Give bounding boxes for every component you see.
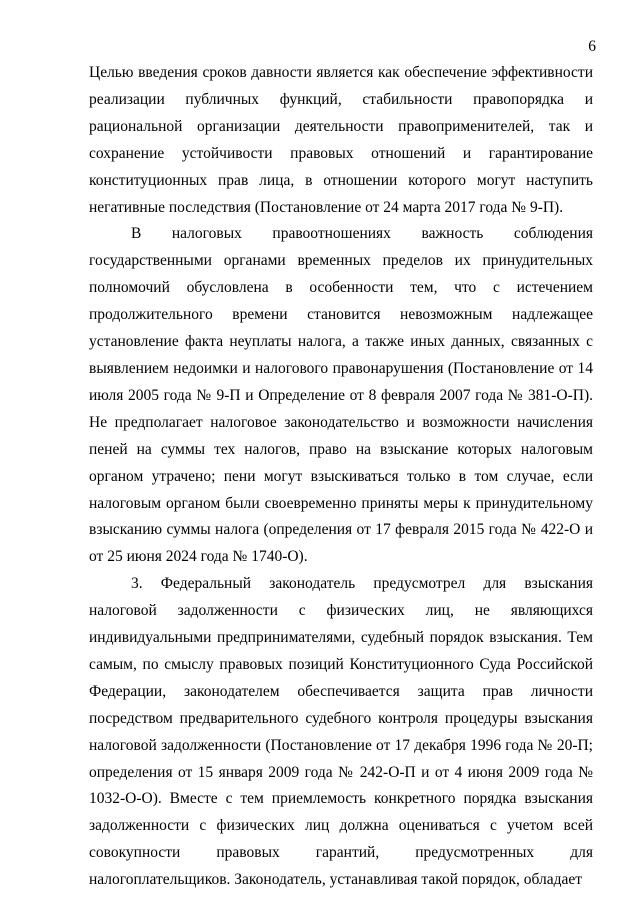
document-body (89, 60, 593, 894)
page-number: 6 (588, 38, 596, 55)
paragraph-2: В налоговых правоотношениях важность соблюдения государственными органами временных пределов их принудительных полномочий обусловлена в особенности тем, что с истечением продолжительного времени становится невозможным надлежащее установление факта неуплаты налога, а также иных данных, связанных с выявлением недоимки и налогового правонарушения (Постановление от 14 июля 2005 года № 9-П и Определение от 8 февраля 2007 года № 381-О-П). Не предполагает налоговое законодательство и возможности начисления пеней на суммы тех налогов, право на взыскание которых налоговым органом утрачено; пени могут взыскиваться только в том случае, если налоговым органом были своевременно приняты меры к принудительному взысканию суммы налога (определения от 17 февраля 2015 года № 422-О и от 25 июня 2024 года № 1740-О). (89, 225, 593, 566)
paragraph-1: Целью введения сроков давности является как обеспечение эффективности реализации публичных функций, стабильности правопорядка и рациональной организации деятельности правоприменителей, так и сохранение устойчивости правовых отношений и гарантирование конституционных прав лица, в отношении которого могут наступить негативные последствия (Постановление от 24 марта 2017 года № 9-П). (89, 64, 593, 216)
paragraph-3: 3. Федеральный законодатель предусмотрел для взыскания налоговой задолженности с физических лиц, не являющихся индивидуальными предпринимателями, судебный порядок взыскания. Тем самым, по смыслу правовых позиций Конституционного Суда Российской Федерации, законодателем обеспечивается защита прав личности посредством предварительного судебного контроля процедуры взыскания налоговой задолженности (Постановление от 17 декабря 1996 года № 20-П; определения от 15 января 2009 года № 242-О-П и от 4 июня 2009 года № 1032-О-О). Вместе с тем приемлемость конкретного порядка взыскания задолженности с физических лиц должна оцениваться с учетом всей совокупности правовых гарантий, предусмотренных для налогоплательщиков. Законодатель, устанавливая такой порядок, обладает (89, 575, 593, 889)
